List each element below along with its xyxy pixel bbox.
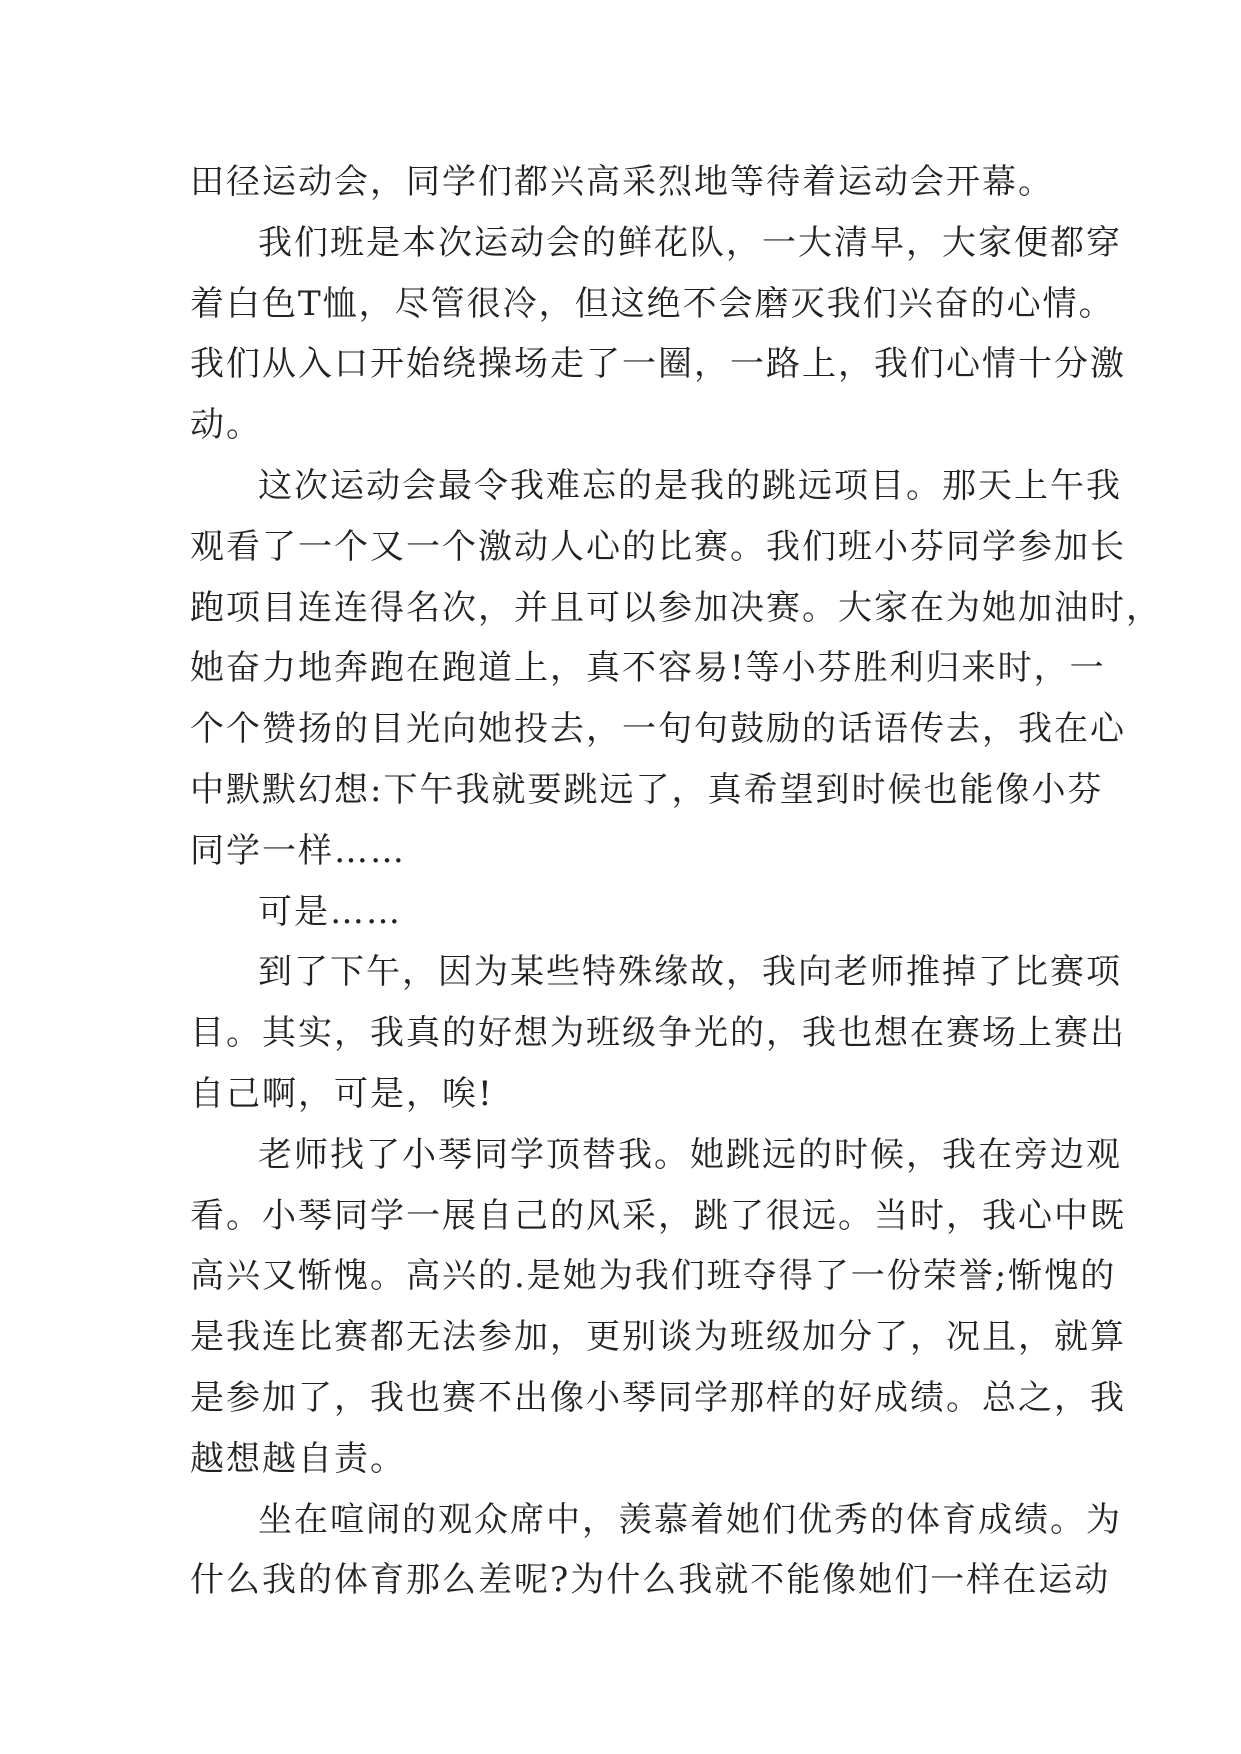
text-line: 个个赞扬的目光向她投去，一句句鼓励的话语传去，我在心 [190, 709, 1126, 750]
text-line: 到了下午，因为某些特殊缘故，我向老师推掉了比赛项 [258, 952, 1122, 993]
text-line: 我们从入口开始绕操场走了一圈，一路上，我们心情十分激 [190, 344, 1126, 385]
text-line: 是参加了，我也赛不出像小琴同学那样的好成绩。总之，我 [190, 1377, 1126, 1418]
text-line: 可是…… [258, 891, 402, 932]
text-line: 越想越自责。 [190, 1438, 406, 1479]
text-line: 动。 [190, 405, 262, 446]
text-line: 着白色T恤，尽管很冷，但这绝不会磨灭我们兴奋的心情。 [190, 283, 1115, 324]
text-line: 什么我的体育那么差呢?为什么我就不能像她们一样在运动 [190, 1560, 1111, 1601]
text-line: 高兴又惭愧。高兴的.是她为我们班夺得了一份荣誉;惭愧的 [190, 1256, 1117, 1297]
text-line: 同学一样…… [190, 830, 406, 871]
text-line: 我们班是本次运动会的鲜花队，一大清早，大家便都穿 [258, 222, 1122, 263]
text-line: 跑项目连连得名次，并且可以参加决赛。大家在为她加油时， [190, 587, 1162, 628]
text-line: 这次运动会最令我难忘的是我的跳远项目。那天上午我 [258, 465, 1122, 506]
text-line: 观看了一个又一个激动人心的比赛。我们班小芬同学参加长 [190, 526, 1126, 567]
essay-body [190, 152, 1162, 1611]
text-line: 她奋力地奔跑在跑道上，真不容易!等小芬胜利归来时，一 [190, 648, 1106, 689]
text-line: 看。小琴同学一展自己的风采，跳了很远。当时，我心中既 [190, 1195, 1126, 1236]
text-line: 是我连比赛都无法参加，更别谈为班级加分了，况且，就算 [190, 1317, 1126, 1358]
text-line: 坐在喧闹的观众席中，羡慕着她们优秀的体育成绩。为 [258, 1499, 1122, 1540]
text-line: 自己啊，可是，唉! [190, 1073, 494, 1114]
text-line: 目。其实，我真的好想为班级争光的，我也想在赛场上赛出 [190, 1013, 1126, 1054]
text-line: 老师找了小琴同学顶替我。她跳远的时候，我在旁边观 [258, 1134, 1122, 1175]
text-line: 田径运动会，同学们都兴高采烈地等待着运动会开幕。 [190, 162, 1054, 202]
text-line: 中默默幻想:下午我就要跳远了，真希望到时候也能像小芬 [190, 769, 1104, 810]
